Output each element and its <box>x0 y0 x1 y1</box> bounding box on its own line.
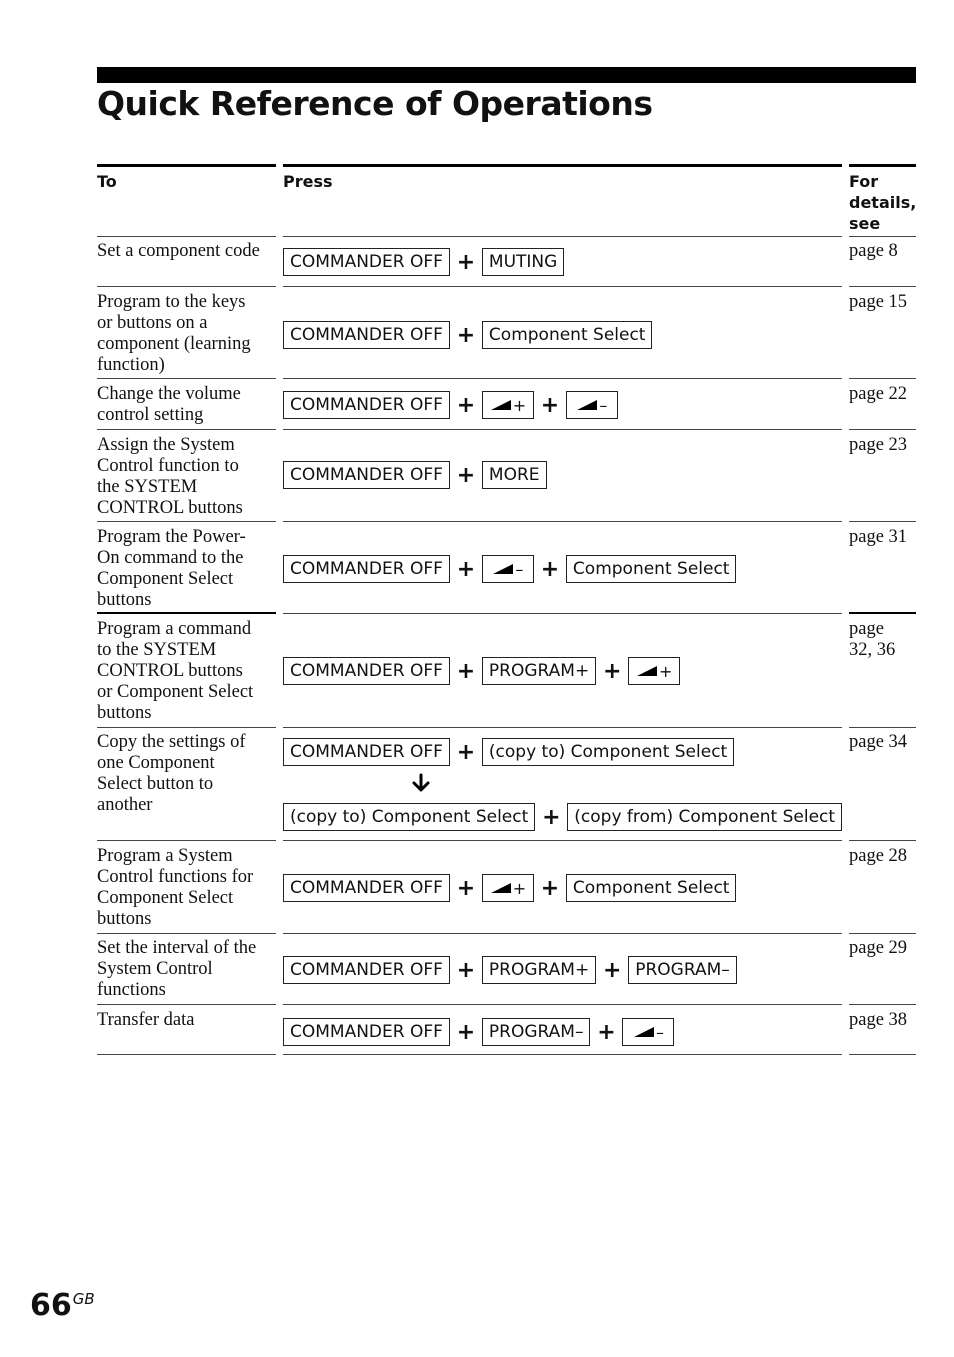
volume-sign: + <box>659 661 673 681</box>
see-cell <box>849 732 919 753</box>
plus-sign: + <box>603 957 622 983</box>
key-button[interactable]: COMMANDER OFF <box>283 461 450 489</box>
volume-down-button[interactable] <box>622 1018 674 1046</box>
key-button[interactable]: (copy to) Component Select <box>482 738 734 766</box>
to-line: Set the interval of the <box>97 938 257 958</box>
header-line: see <box>849 214 881 233</box>
plus-sign: + <box>456 462 476 488</box>
to-line: CONTROL buttons <box>97 661 243 681</box>
to-cell <box>97 1010 277 1031</box>
to-line: Component Select <box>97 888 234 908</box>
page-reference: page 34 <box>849 732 908 752</box>
page-reference: page 23 <box>849 435 908 455</box>
volume-up-button[interactable] <box>482 874 534 902</box>
page-reference: page 29 <box>849 938 908 958</box>
to-cell <box>97 732 277 816</box>
plus-sign: + <box>603 658 622 684</box>
see-cell <box>849 527 919 548</box>
volume-sign: – <box>515 559 524 579</box>
to-cell <box>97 846 277 930</box>
to-line: another <box>97 795 153 815</box>
to-line: CONTROL buttons <box>97 498 243 518</box>
press-sequence <box>283 737 734 767</box>
to-line: On command to the <box>97 548 244 568</box>
see-cell <box>849 619 919 661</box>
to-line: the SYSTEM <box>97 477 198 497</box>
page-reference: page 28 <box>849 846 908 866</box>
page-number-value: 66 <box>30 1288 72 1323</box>
page-reference: page 38 <box>849 1010 908 1030</box>
to-line: to the SYSTEM <box>97 640 217 660</box>
to-line: Control function to <box>97 456 239 476</box>
volume-sign: – <box>655 1022 664 1042</box>
to-line: Assign the System <box>97 435 235 455</box>
volume-ramp-icon <box>490 399 512 411</box>
see-cell <box>849 435 919 456</box>
plus-sign: + <box>456 658 476 684</box>
to-line: Copy the settings of <box>97 732 246 752</box>
press-sequence <box>283 656 680 686</box>
see-cell <box>849 938 919 959</box>
key-button[interactable]: PROGRAM– <box>628 956 737 984</box>
plus-sign: + <box>540 556 560 582</box>
key-button[interactable]: COMMANDER OFF <box>283 555 450 583</box>
to-cell <box>97 435 277 519</box>
press-sequence <box>283 873 736 903</box>
volume-ramp-icon <box>490 882 512 894</box>
press-sequence <box>283 554 736 584</box>
key-button[interactable]: COMMANDER OFF <box>283 248 450 276</box>
to-line: buttons <box>97 703 152 723</box>
key-button[interactable]: COMMANDER OFF <box>283 956 450 984</box>
plus-sign: + <box>456 392 476 418</box>
plus-sign: + <box>597 1019 616 1045</box>
volume-down-button[interactable] <box>566 391 618 419</box>
to-line: Set a component code <box>97 241 260 261</box>
to-line: Select button to <box>97 774 214 794</box>
see-cell <box>849 241 919 262</box>
key-button[interactable]: PROGRAM+ <box>482 956 596 984</box>
page-reference: page <box>849 619 884 639</box>
to-line: functions <box>97 980 166 1000</box>
to-line: function) <box>97 355 165 375</box>
plus-sign: + <box>456 739 476 765</box>
column-header-see <box>849 164 916 237</box>
volume-ramp-icon <box>576 399 598 411</box>
volume-up-button[interactable] <box>628 657 680 685</box>
key-button[interactable]: COMMANDER OFF <box>283 874 450 902</box>
key-button[interactable]: (copy from) Component Select <box>567 803 842 831</box>
key-button[interactable]: Component Select <box>566 874 737 902</box>
plus-sign: + <box>540 875 560 901</box>
to-line: buttons <box>97 590 152 610</box>
press-sequence <box>283 955 737 985</box>
page-reference: page 15 <box>849 292 908 312</box>
page-title: Quick Reference of Operations <box>97 84 653 123</box>
see-cell <box>849 1010 919 1031</box>
to-line: Program to the keys <box>97 292 246 312</box>
header-line: For <box>849 172 879 191</box>
to-line: Program the Power- <box>97 527 246 547</box>
volume-ramp-icon <box>633 1026 655 1038</box>
to-line: or Component Select <box>97 682 254 702</box>
key-button[interactable]: COMMANDER OFF <box>283 657 450 685</box>
to-cell <box>97 938 277 1001</box>
key-button[interactable]: Component Select <box>566 555 737 583</box>
to-line: one Component <box>97 753 215 773</box>
key-button[interactable]: (copy to) Component Select <box>283 803 535 831</box>
volume-sign: – <box>599 395 608 415</box>
to-line: Program a System <box>97 846 233 866</box>
page-number <box>30 1288 95 1323</box>
press-sequence <box>283 247 564 277</box>
to-line: Change the volume <box>97 384 241 404</box>
plus-sign: + <box>456 556 476 582</box>
volume-down-button[interactable] <box>482 555 534 583</box>
to-cell <box>97 384 277 426</box>
volume-sign: + <box>512 395 527 415</box>
to-cell <box>97 292 277 376</box>
to-line: Transfer data <box>97 1010 195 1030</box>
to-line: Component Select <box>97 569 234 589</box>
to-line: buttons <box>97 909 152 929</box>
to-line: Program a command <box>97 619 252 639</box>
to-line: component (learning <box>97 334 251 354</box>
page-suffix: GB <box>72 1290 95 1308</box>
volume-ramp-icon <box>492 563 514 575</box>
plus-sign: + <box>456 1019 476 1045</box>
to-line: System Control <box>97 959 213 979</box>
plus-sign: + <box>542 804 561 830</box>
column-header-press: Press <box>283 164 842 237</box>
key-button[interactable]: COMMANDER OFF <box>283 1018 450 1046</box>
key-button[interactable]: MORE <box>482 461 547 489</box>
key-button[interactable]: COMMANDER OFF <box>283 321 450 349</box>
volume-up-button[interactable] <box>482 391 534 419</box>
plus-sign: + <box>456 322 476 348</box>
press-sequence <box>283 460 547 490</box>
plus-sign: + <box>456 957 476 983</box>
page-reference: page 22 <box>849 384 908 404</box>
to-cell <box>97 619 277 724</box>
plus-sign: + <box>456 249 476 275</box>
press-sequence <box>283 802 842 832</box>
top-rule <box>97 67 916 83</box>
key-button[interactable]: Component Select <box>482 321 653 349</box>
to-cell <box>97 241 277 262</box>
page-reference: 32, 36 <box>849 640 896 660</box>
key-button[interactable]: MUTING <box>482 248 564 276</box>
key-button[interactable]: COMMANDER OFF <box>283 738 450 766</box>
plus-sign: + <box>540 392 560 418</box>
page-reference: page 8 <box>849 241 898 261</box>
column-header-to: To <box>97 164 276 237</box>
plus-sign: + <box>456 875 476 901</box>
arrow-down-icon <box>410 773 432 795</box>
to-cell <box>97 527 277 611</box>
key-button[interactable]: PROGRAM+ <box>482 657 596 685</box>
see-cell <box>849 292 919 313</box>
key-button[interactable]: PROGRAM– <box>482 1018 591 1046</box>
see-cell <box>849 846 919 867</box>
see-cell <box>849 384 919 405</box>
page-reference: page 31 <box>849 527 908 547</box>
volume-ramp-icon <box>636 665 658 677</box>
header-line: details, <box>849 193 917 212</box>
press-sequence <box>283 1017 674 1047</box>
key-button[interactable]: COMMANDER OFF <box>283 391 450 419</box>
volume-sign: + <box>512 878 527 898</box>
press-sequence <box>283 320 652 350</box>
to-line: or buttons on a <box>97 313 208 333</box>
to-line: Control functions for <box>97 867 254 887</box>
press-sequence <box>283 390 618 420</box>
to-line: control setting <box>97 405 204 425</box>
